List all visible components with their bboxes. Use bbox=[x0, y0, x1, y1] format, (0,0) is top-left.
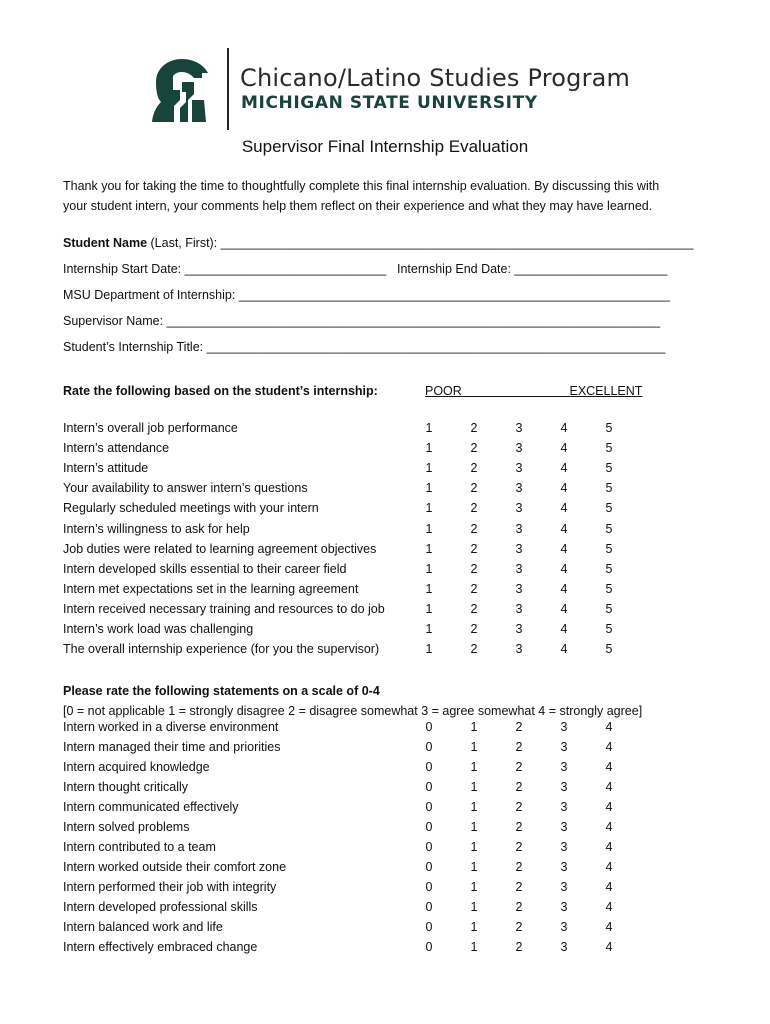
scale-underline bbox=[462, 384, 570, 398]
section2-rating-option[interactable]: 1 bbox=[470, 760, 478, 774]
section2-rating-option[interactable]: 3 bbox=[560, 940, 568, 954]
section1-rating-option[interactable]: 5 bbox=[605, 481, 613, 496]
section2-rating-option[interactable]: 1 bbox=[470, 880, 478, 894]
section2-rating-option[interactable]: 2 bbox=[515, 840, 523, 854]
department-field[interactable]: MSU Department of Internship: ______________________________________________________________ bbox=[63, 288, 670, 302]
section1-rating-option[interactable]: 2 bbox=[470, 521, 478, 536]
section1-item-label: Intern’s attendance bbox=[63, 441, 170, 456]
section2-rating-option[interactable]: 1 bbox=[470, 840, 478, 854]
section2-rating-option[interactable]: 2 bbox=[515, 740, 523, 754]
section1-item-label: Intern received necessary training and resources to do job bbox=[63, 601, 385, 616]
section2-rating-option[interactable]: 0 bbox=[425, 800, 433, 814]
section1-rating-option[interactable]: 3 bbox=[515, 441, 523, 456]
section1-rating-option[interactable]: 2 bbox=[470, 642, 478, 657]
section2-rating-option[interactable]: 3 bbox=[560, 860, 568, 874]
section2-rating-option[interactable]: 4 bbox=[605, 900, 613, 914]
section2-item-label: Intern developed professional skills bbox=[63, 900, 258, 914]
section1-rating-option[interactable]: 4 bbox=[560, 601, 568, 616]
section1-rating-option[interactable]: 3 bbox=[515, 601, 523, 616]
end-date-field[interactable]: Internship End Date: ______________________ bbox=[397, 262, 668, 276]
section1-rating-option[interactable]: 3 bbox=[515, 622, 523, 636]
section1-item-label: Intern’s overall job performance bbox=[63, 421, 238, 435]
section1-rating-option[interactable]: 3 bbox=[515, 461, 523, 476]
section2-rating-option[interactable]: 4 bbox=[605, 860, 613, 874]
section1-rating-option[interactable]: 5 bbox=[605, 501, 613, 516]
section1-rating-option[interactable]: 1 bbox=[425, 642, 433, 657]
supervisor-field[interactable]: Supervisor Name: _______________________________________________________________________ bbox=[63, 314, 661, 328]
section2-item-label: Intern solved problems bbox=[63, 820, 190, 834]
section1-rating-option[interactable]: 3 bbox=[515, 521, 523, 536]
section1-item-label: Intern met expectations set in the learning agreement bbox=[63, 581, 359, 596]
section1-rating-option[interactable]: 4 bbox=[560, 581, 568, 596]
section1-rating-option[interactable]: 1 bbox=[425, 461, 433, 476]
section2-rating-option[interactable]: 3 bbox=[560, 740, 568, 754]
header-divider bbox=[227, 48, 229, 130]
section1-rating-option[interactable]: 5 bbox=[605, 441, 613, 456]
section1-rating-option[interactable]: 5 bbox=[605, 622, 613, 636]
section1-rating-option[interactable]: 4 bbox=[560, 501, 568, 516]
section2-item-label: Intern effectively embraced change bbox=[63, 940, 258, 954]
section2-rating-option[interactable]: 0 bbox=[425, 760, 433, 774]
section2-legend: [0 = not applicable 1 = strongly disagree 2 = disagree somewhat 3 = agree somewhat 4 = strongly agree] bbox=[63, 704, 643, 718]
university-name: MICHIGAN STATE UNIVERSITY bbox=[241, 93, 538, 113]
section2-rating-option[interactable]: 3 bbox=[560, 760, 568, 774]
section1-rating-option[interactable]: 5 bbox=[605, 642, 613, 657]
section2-rating-option[interactable]: 4 bbox=[605, 720, 613, 734]
excellent-label: EXCELLENT bbox=[569, 384, 643, 398]
section1-rating-option[interactable]: 1 bbox=[425, 501, 433, 516]
section1-rating-option[interactable]: 5 bbox=[605, 581, 613, 596]
section2-item-label: Intern acquired knowledge bbox=[63, 760, 210, 774]
section1-item-label: Intern’s attitude bbox=[63, 461, 149, 476]
section2-rating-option[interactable]: 0 bbox=[425, 940, 433, 954]
section2-rating-option[interactable]: 4 bbox=[605, 740, 613, 754]
section2-item-label: Intern worked outside their comfort zone bbox=[63, 860, 287, 874]
section2-item-label: Intern contributed to a team bbox=[63, 840, 216, 854]
section1-rating-option[interactable]: 4 bbox=[560, 541, 568, 556]
section1-rating-option[interactable]: 1 bbox=[425, 441, 433, 456]
section2-rating-option[interactable]: 0 bbox=[425, 720, 433, 734]
section2-rating-option[interactable]: 4 bbox=[605, 800, 613, 814]
section2-rating-option[interactable]: 0 bbox=[425, 920, 433, 934]
section2-item-label: Intern performed their job with integrity bbox=[63, 880, 277, 894]
start-date-field[interactable]: Internship Start Date: _____________________________ bbox=[63, 262, 387, 276]
section2-rating-option[interactable]: 4 bbox=[605, 760, 613, 774]
section2-rating-option[interactable]: 2 bbox=[515, 920, 523, 934]
section1-rating-option[interactable]: 4 bbox=[560, 421, 568, 435]
section2-rating-option[interactable]: 2 bbox=[515, 720, 523, 734]
section1-rating-option[interactable]: 5 bbox=[605, 601, 613, 616]
section2-rating-option[interactable]: 4 bbox=[605, 940, 613, 954]
section1-rating-option[interactable]: 1 bbox=[425, 481, 433, 496]
section1-heading: Rate the following based on the student’s internship: bbox=[63, 384, 378, 398]
section1-rating-option[interactable]: 4 bbox=[560, 622, 568, 636]
section1-rating-option[interactable]: 1 bbox=[425, 521, 433, 536]
section1-rating-option[interactable]: 5 bbox=[605, 521, 613, 536]
poor-label: POOR bbox=[425, 384, 462, 398]
section2-item-label: Intern communicated effectively bbox=[63, 800, 239, 814]
section1-item-label: Intern developed skills essential to their career field bbox=[63, 561, 347, 576]
section1-rating-option[interactable]: 1 bbox=[425, 561, 433, 576]
page-title: Supervisor Final Internship Evaluation bbox=[241, 137, 529, 156]
section2-rating-option[interactable]: 3 bbox=[560, 720, 568, 734]
section1-rating-option[interactable]: 1 bbox=[425, 421, 433, 435]
section2-rating-option[interactable]: 1 bbox=[470, 860, 478, 874]
section2-rating-option[interactable]: 0 bbox=[425, 740, 433, 754]
section2-rating-option[interactable]: 0 bbox=[425, 780, 433, 794]
section2-item-label: Intern thought critically bbox=[63, 780, 189, 794]
section1-item-label: Your availability to answer intern’s questions bbox=[63, 481, 308, 496]
section1-rating-option[interactable]: 1 bbox=[425, 601, 433, 616]
section2-rating-option[interactable]: 0 bbox=[425, 860, 433, 874]
section1-rating-option[interactable]: 2 bbox=[470, 561, 478, 576]
section1-rating-option[interactable]: 4 bbox=[560, 441, 568, 456]
section1-rating-option[interactable]: 1 bbox=[425, 622, 433, 636]
section1-rating-option[interactable]: 3 bbox=[515, 501, 523, 516]
section2-rating-option[interactable]: 2 bbox=[515, 940, 523, 954]
intro-line-2: your student intern, your comments help them reflect on their experience and what they may have learned. bbox=[63, 199, 653, 213]
section2-rating-option[interactable]: 2 bbox=[515, 800, 523, 814]
section1-rating-option[interactable]: 2 bbox=[470, 461, 478, 476]
section1-rating-option[interactable]: 2 bbox=[470, 481, 478, 496]
section1-rating-option[interactable]: 4 bbox=[560, 521, 568, 536]
section2-rating-option[interactable]: 1 bbox=[470, 940, 478, 954]
section2-rating-option[interactable]: 2 bbox=[515, 880, 523, 894]
section2-item-label: Intern balanced work and life bbox=[63, 920, 223, 934]
section2-rating-option[interactable]: 4 bbox=[605, 880, 613, 894]
section2-rating-option[interactable]: 1 bbox=[470, 780, 478, 794]
section2-rating-option[interactable]: 3 bbox=[560, 880, 568, 894]
section1-rating-option[interactable]: 3 bbox=[515, 421, 523, 435]
section2-rating-option[interactable]: 1 bbox=[470, 740, 478, 754]
section2-rating-option[interactable]: 0 bbox=[425, 840, 433, 854]
section1-rating-option[interactable]: 2 bbox=[470, 441, 478, 456]
section2-rating-option[interactable]: 1 bbox=[470, 900, 478, 914]
section1-rating-option[interactable]: 2 bbox=[470, 622, 478, 636]
section2-heading: Please rate the following statements on a scale of 0-4 bbox=[63, 684, 380, 698]
section2-rating-option[interactable]: 1 bbox=[470, 800, 478, 814]
program-name: Chicano/Latino Studies Program bbox=[240, 64, 631, 92]
section2-rating-option[interactable]: 3 bbox=[560, 820, 568, 834]
section1-item-label: Intern’s willingness to ask for help bbox=[63, 521, 250, 536]
section2-rating-option[interactable]: 2 bbox=[515, 780, 523, 794]
section1-rating-option[interactable]: 3 bbox=[515, 481, 523, 496]
intro-line-1: Thank you for taking the time to thoughtfully complete this final internship evaluation. By discussing this with bbox=[63, 179, 660, 193]
scale-header bbox=[425, 380, 642, 402]
student-name-line: (Last, First): ____________________________________________________________________ bbox=[147, 236, 694, 250]
section1-rating-option[interactable]: 3 bbox=[515, 642, 523, 657]
section2-rating-option[interactable]: 2 bbox=[515, 820, 523, 834]
student-name-field[interactable] bbox=[63, 232, 693, 254]
section2-rating-option[interactable]: 3 bbox=[560, 840, 568, 854]
section1-rating-option[interactable]: 5 bbox=[605, 461, 613, 476]
section1-rating-option[interactable]: 4 bbox=[560, 561, 568, 576]
section1-rating-option[interactable]: 2 bbox=[470, 601, 478, 616]
section2-rating-option[interactable]: 2 bbox=[515, 860, 523, 874]
section1-item-label: Intern’s work load was challenging bbox=[63, 622, 254, 636]
section1-rating-option[interactable]: 4 bbox=[560, 461, 568, 476]
section2-rating-option[interactable]: 1 bbox=[470, 720, 478, 734]
section1-rating-option[interactable]: 2 bbox=[470, 501, 478, 516]
section1-rating-option[interactable]: 4 bbox=[560, 481, 568, 496]
section1-rating-option[interactable]: 5 bbox=[605, 421, 613, 435]
section1-rating-option[interactable]: 5 bbox=[605, 541, 613, 556]
section2-rating-option[interactable]: 4 bbox=[605, 820, 613, 834]
section2-rating-option[interactable]: 1 bbox=[470, 920, 478, 934]
section2-rating-option[interactable]: 3 bbox=[560, 800, 568, 814]
section1-rating-option[interactable]: 2 bbox=[470, 541, 478, 556]
section1-rating-option[interactable]: 1 bbox=[425, 581, 433, 596]
section2-rating-option[interactable]: 4 bbox=[605, 840, 613, 854]
section2-rating-option[interactable]: 3 bbox=[560, 920, 568, 934]
section2-rating-option[interactable]: 3 bbox=[560, 900, 568, 914]
section2-rating-option[interactable]: 0 bbox=[425, 820, 433, 834]
section1-rating-option[interactable]: 2 bbox=[470, 421, 478, 435]
section2-rating-option[interactable]: 2 bbox=[515, 760, 523, 774]
section2-item-label: Intern worked in a diverse environment bbox=[63, 720, 279, 734]
section2-rating-option[interactable]: 2 bbox=[515, 900, 523, 914]
section2-rating-option[interactable]: 0 bbox=[425, 880, 433, 894]
section1-item-label: Job duties were related to learning agreement objectives bbox=[63, 541, 377, 556]
section2-rating-option[interactable]: 4 bbox=[605, 920, 613, 934]
internship-title-field[interactable]: Student’s Internship Title: __________________________________________________________________ bbox=[63, 340, 666, 354]
section1-rating-option[interactable]: 3 bbox=[515, 541, 523, 556]
section1-rating-option[interactable]: 2 bbox=[470, 581, 478, 596]
spartan-helmet-icon bbox=[148, 56, 210, 124]
section2-rating-option[interactable]: 4 bbox=[605, 780, 613, 794]
section2-rating-option[interactable]: 3 bbox=[560, 780, 568, 794]
section1-item-label: The overall internship experience (for you the supervisor) bbox=[63, 642, 380, 657]
section1-rating-option[interactable]: 3 bbox=[515, 581, 523, 596]
section1-rating-option[interactable]: 5 bbox=[605, 561, 613, 576]
section1-rating-option[interactable]: 1 bbox=[425, 541, 433, 556]
section1-item-label: Regularly scheduled meetings with your intern bbox=[63, 501, 319, 516]
section1-rating-option[interactable]: 3 bbox=[515, 561, 523, 576]
section2-rating-option[interactable]: 1 bbox=[470, 820, 478, 834]
student-name-label: Student Name bbox=[63, 236, 148, 250]
section2-rating-option[interactable]: 0 bbox=[425, 900, 433, 914]
section1-rating-option[interactable]: 4 bbox=[560, 642, 568, 657]
section2-item-label: Intern managed their time and priorities bbox=[63, 740, 281, 754]
